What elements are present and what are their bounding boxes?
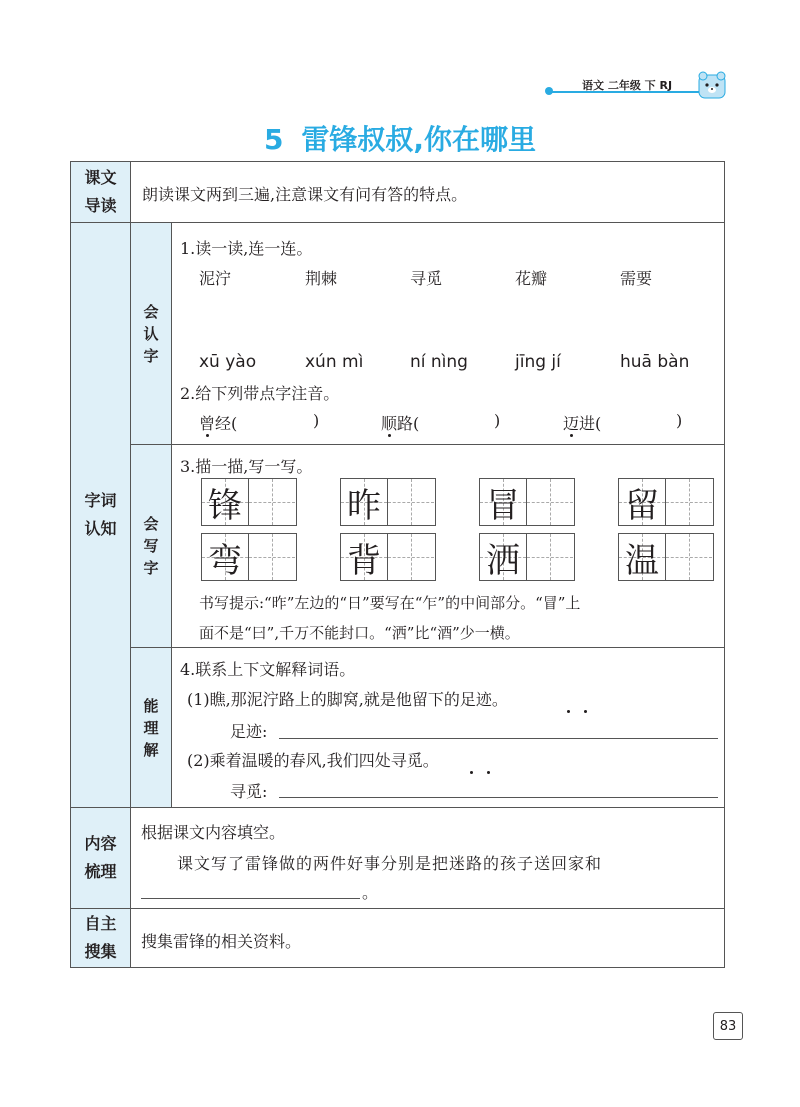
word-5[interactable]: 需要 (620, 269, 653, 288)
sub-row-divider (130, 647, 725, 648)
annotate-3-open: 迈进( (563, 414, 602, 433)
lesson-name: 雷锋叔叔,你在哪里 (301, 123, 537, 156)
lesson-title (0, 118, 800, 158)
reading-guide-text: 朗读课文两到三遍,注意课文有问有答的特点。 (142, 185, 468, 204)
emphasis-dot (487, 771, 490, 774)
word-xunmi-label: 寻觅: (230, 782, 268, 801)
grid-char: 弯 (208, 540, 242, 581)
label-vocab: 字词 认知 (71, 223, 130, 807)
emphasis-dot (470, 771, 473, 774)
writing-grid[interactable] (618, 478, 714, 526)
word-2[interactable]: 荆棘 (305, 269, 338, 288)
q3-title: 3.描一描,写一写。 (180, 457, 313, 476)
subject-label: 语文 二年级 下 RJ (582, 79, 673, 92)
writing-grid[interactable] (340, 533, 436, 581)
sub-row-divider (130, 444, 725, 445)
label-content: 内容 梳理 (71, 808, 130, 908)
grid-char: 冒 (486, 485, 520, 526)
emphasis-dot (388, 434, 391, 437)
sentence-1: (1)瞧,那泥泞路上的脚窝,就是他留下的足迹。 (187, 690, 508, 709)
grid-char: 温 (625, 540, 659, 581)
emphasis-dot (584, 710, 587, 713)
emphasis-dot (206, 434, 209, 437)
writing-tip-line1: 书写提示:“昨”左边的“日”要写在“乍”的中间部分。“冒”上 (199, 594, 581, 612)
q1-title: 1.读一读,连一连。 (180, 239, 313, 258)
annotate-1-close: ) (313, 411, 320, 430)
sentence-2: (2)乘着温暖的春风,我们四处寻觅。 (187, 751, 439, 770)
pinyin-4[interactable]: jīng jí (515, 352, 561, 372)
content-instruction: 根据课文内容填空。 (141, 823, 286, 842)
word-1[interactable]: 泥泞 (199, 269, 232, 288)
content-period: 。 (362, 883, 379, 902)
writing-grid[interactable] (479, 478, 575, 526)
pinyin-5[interactable]: huā bàn (620, 352, 690, 372)
row-divider (70, 908, 725, 909)
q4-title: 4.联系上下文解释词语。 (180, 660, 356, 679)
sublabel-understand: 能 理 解 (131, 648, 171, 807)
content-sentence: 课文写了雷锋做的两件好事分别是把迷路的孩子送回家和 (177, 854, 603, 873)
answer-line-content[interactable] (141, 898, 360, 899)
row-divider (70, 807, 725, 808)
writing-grid[interactable] (201, 478, 297, 526)
page-number: 83 (713, 1012, 743, 1040)
grid-char: 昨 (347, 485, 381, 526)
sublabel-recognize: 会 认 字 (131, 223, 171, 444)
q2-title: 2.给下列带点字注音。 (180, 384, 340, 403)
answer-line-xunmi[interactable] (279, 797, 718, 798)
annotate-2-open: 顺路( (381, 414, 420, 433)
grid-char: 洒 (486, 540, 520, 581)
writing-tip-line2: 面不是“曰”,千万不能封口。“洒”比“酒”少一横。 (199, 624, 520, 642)
lesson-number: 5 (263, 123, 284, 156)
word-zuji-label: 足迹: (230, 722, 268, 741)
pinyin-2[interactable]: xún mì (305, 352, 364, 372)
collect-text: 搜集雷锋的相关资料。 (141, 932, 302, 951)
label-collect: 自主 搜集 (71, 909, 130, 967)
grid-char: 锋 (208, 485, 242, 526)
emphasis-dot (570, 434, 573, 437)
word-3[interactable]: 寻觅 (410, 269, 443, 288)
sub-label-divider (171, 222, 172, 807)
word-4[interactable]: 花瓣 (515, 269, 548, 288)
grid-char: 背 (347, 540, 381, 581)
annotate-2-close: ) (494, 411, 501, 430)
emphasis-dot (567, 710, 570, 713)
sublabel-write: 会 写 字 (131, 445, 171, 647)
writing-grid[interactable] (340, 478, 436, 526)
pinyin-1[interactable]: xū yào (199, 352, 257, 372)
pinyin-3[interactable]: ní nìng (410, 352, 468, 372)
grid-char: 留 (625, 485, 659, 526)
bear-mascot-icon (697, 70, 727, 100)
writing-grid[interactable] (618, 533, 714, 581)
annotate-1-open: 曾经( (199, 414, 238, 433)
writing-grid[interactable] (479, 533, 575, 581)
writing-grid[interactable] (201, 533, 297, 581)
label-reading-guide: 课文 导读 (71, 162, 130, 222)
answer-line-zuji[interactable] (279, 738, 718, 739)
annotate-3-close: ) (676, 411, 683, 430)
